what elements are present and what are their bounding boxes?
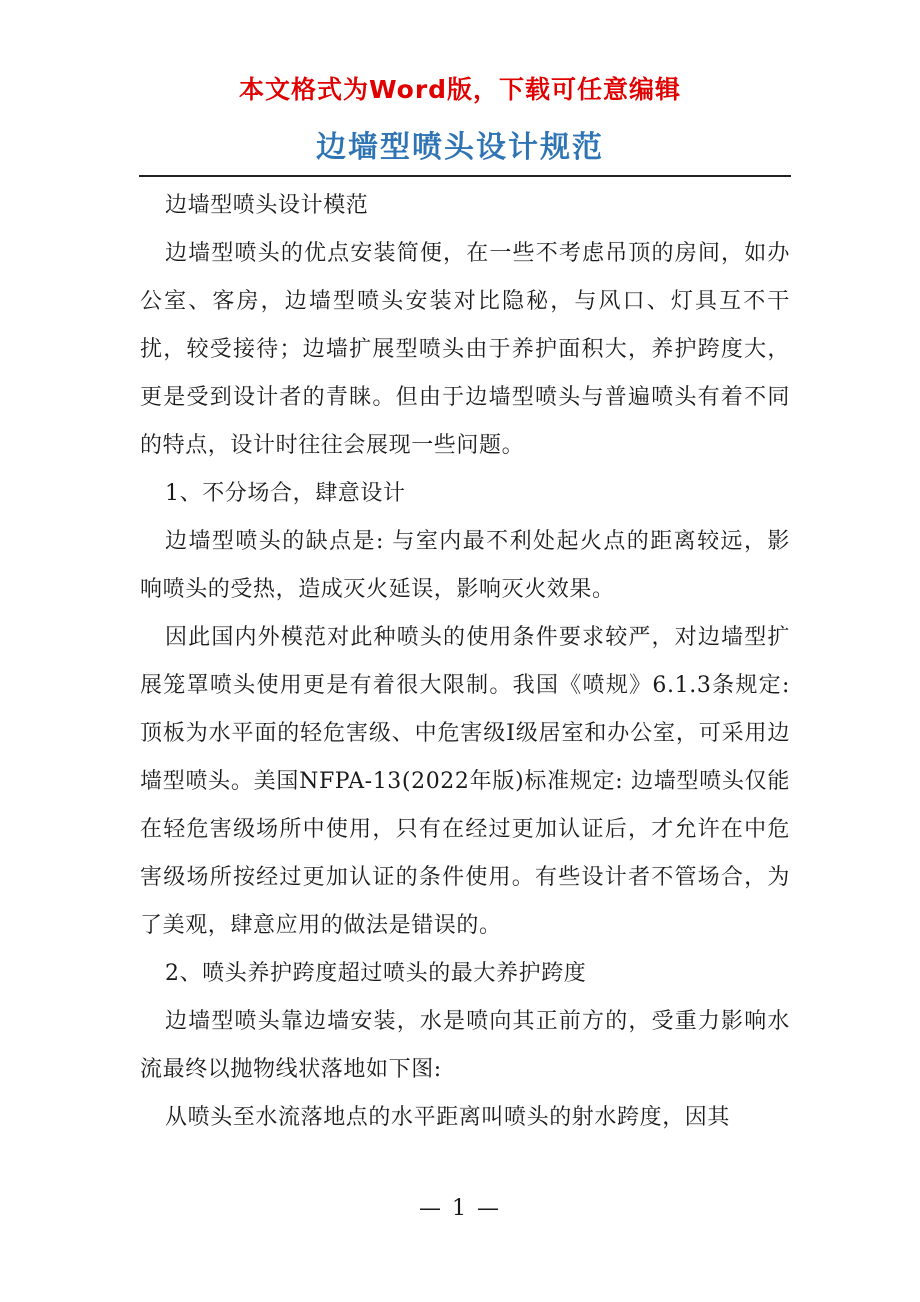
paragraph-intro: 边墙型喷头的优点安装简便，在一些不考虑吊顶的房间，如办公室、客房，边墙型喷头安装对比隐秘，与风口、灯具互不干扰，较受接待；边墙扩展型喷头由于养护面积大，养护跨度大，更是受到设计者的青睐。但由于边墙型喷头与普遍喷头有着不同的特点，设计时往往会展现一些问题。	[140, 241, 790, 458]
section-heading-1: 1、不分场合，肆意设计	[165, 481, 406, 506]
title-underline-rule	[139, 175, 791, 177]
document-title: 边墙型喷头设计规范	[316, 130, 604, 165]
section-heading-2: 2、喷头养护跨度超过喷头的最大养护跨度	[165, 961, 587, 986]
paragraph-installation: 边墙型喷头靠边墙安装，水是喷向其正前方的，受重力影响水流最终以抛物线状落地如下图:	[140, 1009, 790, 1082]
document-body	[140, 182, 790, 1142]
paragraph-drawback: 边墙型喷头的缺点是: 与室内最不利处起火点的距离较远，影响喷头的受热，造成灭火延误，影响灭火效果。	[140, 529, 790, 602]
paragraph-heading: 边墙型喷头设计模范	[165, 193, 369, 218]
page-number: — 1 —	[419, 1196, 501, 1221]
paragraph-span-definition: 从喷头至水流落地点的水平距离叫喷头的射水跨度，因其	[165, 1105, 731, 1130]
paragraph-regulations: 因此国内外模范对此种喷头的使用条件要求较严，对边墙型扩展笼罩喷头使用更是有着很大限制。我国《喷规》6.1.3条规定: 顶板为水平面的轻危害级、中危害级Ⅰ级居室和办公室，可采用边墙型喷头。美国NFPA-13(2022年版)标准规定: 边墙型喷头仅能在轻危害级场所中使用，只有在经过更加认证后，才允许在中危害级场所按经过更加认证的条件使用。有些设计者不管场合，为了美观，肆意应用的做法是错误的。	[140, 625, 790, 938]
download-banner: 本文格式为Word版，下载可任意编辑	[238, 75, 682, 104]
